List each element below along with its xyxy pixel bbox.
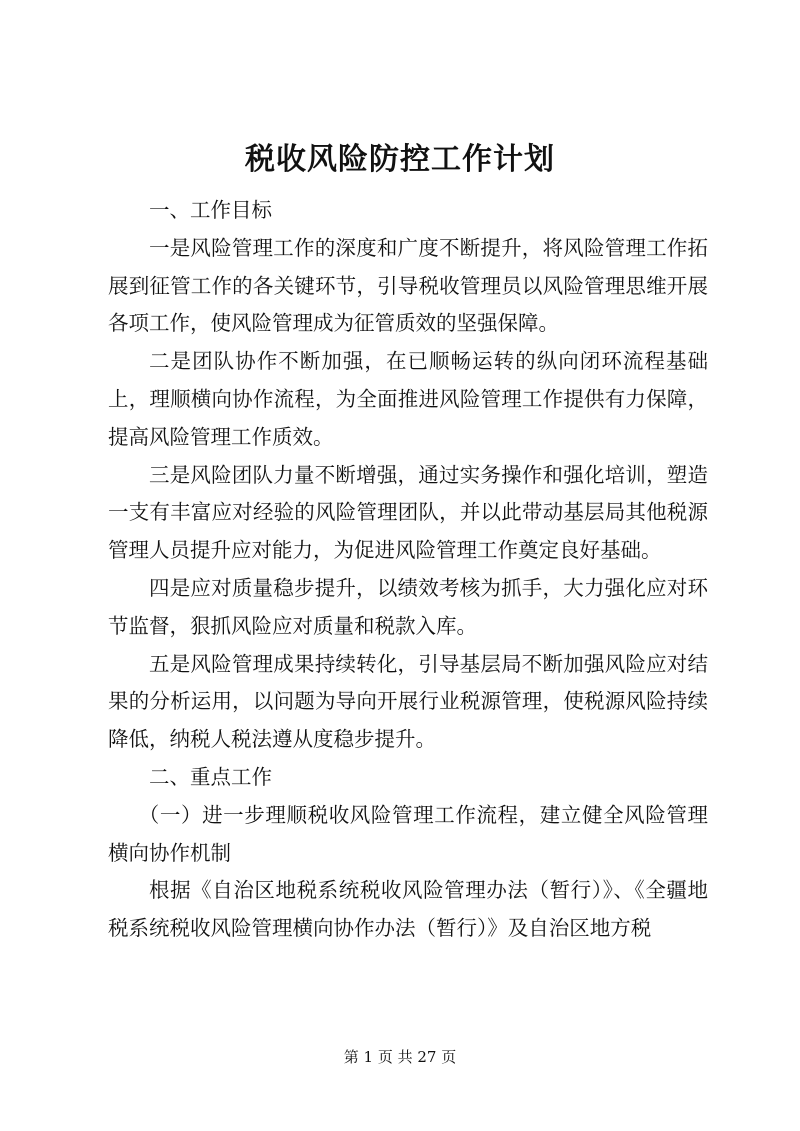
paragraph-goal-4: 四是应对质量稳步提升，以绩效考核为抓手，大力强化应对环节监督，狠抓风险应对质量和税款入库。 [108, 575, 708, 638]
paragraph-basis: 根据《自治区地税系统税收风险管理办法（暂行）》、《全疆地税系统税收风险管理横向协作办法（暂行）》及自治区地方税 [108, 878, 708, 941]
paragraph-goal-3: 三是风险团队力量不断增强，通过实务操作和强化培训，塑造一支有丰富应对经验的风险管理团队，并以此带动基层局其他税源管理人员提升应对能力，为促进风险管理工作奠定良好基础。 [108, 462, 708, 563]
page-number-footer: 第 1 页 共 27 页 [343, 1048, 457, 1066]
paragraph-goal-5: 五是风险管理成果持续转化，引导基层局不断加强风险应对结果的分析运用，以问题为导向开展行业税源管理，使税源风险持续降低，纳税人税法遵从度稳步提升。 [108, 651, 708, 752]
document-body [108, 192, 708, 948]
paragraph-goal-1: 一是风险管理工作的深度和广度不断提升，将风险管理工作拓展到征管工作的各关键环节，引导税收管理员以风险管理思维开展各项工作，使风险管理成为征管质效的坚强保障。 [108, 235, 708, 336]
paragraph-goal-2: 二是团队协作不断加强，在已顺畅运转的纵向闭环流程基础上，理顺横向协作流程，为全面推进风险管理工作提供有力保障，提高风险管理工作质效。 [108, 349, 708, 449]
subsection-heading-1: （一）进一步理顺税收风险管理工作流程，建立健全风险管理横向协作机制 [108, 802, 708, 865]
section-heading-key-work: 二、重点工作 [149, 764, 272, 789]
document-title: 税收风险防控工作计划 [245, 142, 555, 177]
section-heading-goals: 一、工作目标 [149, 198, 272, 222]
